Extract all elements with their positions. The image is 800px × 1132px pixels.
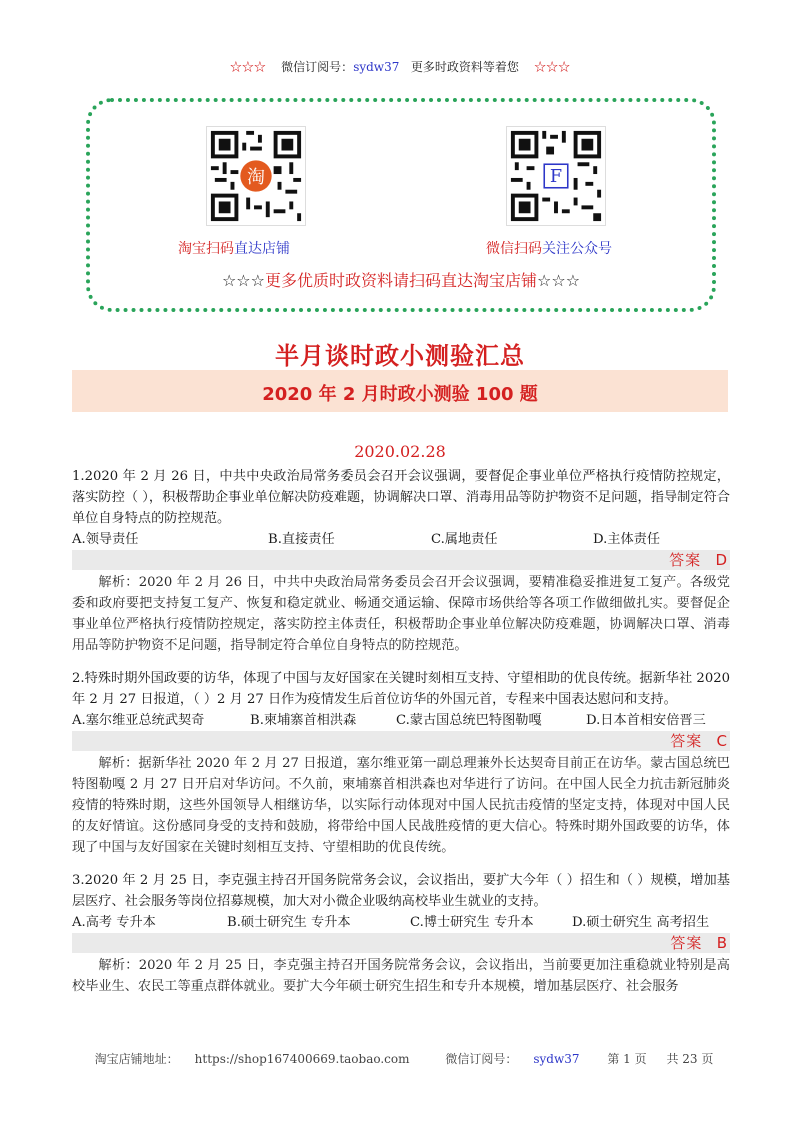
option-b: B.柬埔寨首相洪森	[250, 713, 357, 728]
page-total: 共 23 页	[666, 1052, 714, 1066]
answer-label: 答案	[670, 934, 703, 952]
option-c: C.属地责任	[431, 532, 498, 547]
header-account[interactable]: sydw37	[353, 60, 400, 74]
wechat-caption: 微信扫码关注公众号	[486, 241, 612, 257]
answer-value: C	[716, 732, 728, 750]
option-d: D.硕士研究生 高考招生	[572, 915, 710, 930]
option-a: A.领导责任	[72, 532, 139, 547]
question-item	[72, 668, 730, 858]
analysis-text: 解析：据新华社 2020 年 2 月 27 日报道，塞尔维亚第一副总理兼外长达契奇目前正在访华。蒙古国总统巴特图勒嘎 2 月 27 日开启对华访问。不久前，柬埔寨首相洪森也对华进行了访问。在中国人民全力抗击新冠肺炎疫情的特殊时期，这些外国领导人相继访华，以实际行动体现对中国人民抗击疫情的坚定支持，体现对中国人民的友好情谊。这份感同身受的支持和鼓励，将带给中国人民战胜疫情的更大信心。特殊时期外国政要的访华，体现了中国与友好国家在关键时刻相互支持、守望相助的优良传统。	[72, 756, 730, 855]
question-list	[72, 466, 730, 997]
answer-value: B	[716, 934, 728, 952]
qr-promo-box	[86, 98, 716, 312]
answer-value: D	[715, 551, 728, 569]
shop-label: 淘宝店铺地址：	[94, 1052, 179, 1066]
page-footer	[0, 1050, 800, 1067]
option-row	[72, 529, 730, 550]
answer-bar	[72, 550, 730, 570]
answer-bar	[72, 731, 730, 751]
taobao-qr-code[interactable]	[206, 126, 306, 226]
answer-label: 答案	[669, 551, 702, 569]
header-tail: 更多时政资料等着您	[410, 60, 519, 74]
option-a: A.塞尔维亚总统武契奇	[72, 713, 205, 728]
option-d: D.日本首相安倍晋三	[586, 713, 706, 728]
question-item	[72, 466, 730, 656]
page-number: 第 1 页	[607, 1052, 647, 1066]
question-stem: 3.2020 年 2 月 25 日，李克强主持召开国务院常务会议，会议指出，要扩大今年（ ）招生和（ ）规模，增加基层医疗、社会服务等岗位招募规模，加大对小微企业吸纳高校毕业生就业的支持。	[72, 873, 730, 909]
analysis-text: 解析：2020 年 2 月 25 日，李克强主持召开国务院常务会议，会议指出，当前要更加注重稳就业特别是高校毕业生、农民工等重点群体就业。要扩大今年硕士研究生招生和专升本规模，增加基层医疗、社会服务	[72, 958, 730, 994]
option-b: B.直接责任	[268, 532, 335, 547]
page-title: 半月谈时政小测验汇总	[275, 342, 525, 370]
option-c: C.博士研究生 专升本	[410, 915, 534, 930]
qr-code-icon	[507, 127, 605, 225]
answer-label: 答案	[670, 732, 703, 750]
svg-text:F: F	[549, 166, 563, 187]
date-label: 2020.02.28	[354, 442, 446, 461]
star-icons-left: ☆☆☆	[221, 271, 265, 290]
option-row	[72, 710, 730, 731]
promo-banner	[90, 268, 712, 291]
option-d: D.主体责任	[593, 532, 661, 547]
option-c: C.蒙古国总统巴特图勒嘎	[396, 713, 542, 728]
header-line	[0, 58, 800, 75]
star-icons-right: ☆☆☆	[534, 60, 571, 74]
star-icons-right: ☆☆☆	[537, 271, 581, 290]
wechat-qr-code[interactable]	[506, 126, 606, 226]
star-icons-left: ☆☆☆	[229, 60, 266, 74]
svg-text:淘: 淘	[246, 167, 266, 189]
wechat-label: 微信订阅号：	[445, 1052, 518, 1066]
header-text: 微信订阅号：	[281, 60, 354, 74]
question-stem: 1.2020 年 2 月 26 日，中共中央政治局常务委员会召开会议强调，要督促企事业单位严格执行疫情防控规定，落实防控（ ），积极帮助企事业单位解决防疫难题，协调解决口罩、消毒用品等防护物资不足问题，指导制定符合单位自身特点的防控规范。	[72, 469, 730, 526]
page-subtitle: 2020 年 2 月时政小测验 100 题	[262, 384, 538, 405]
promo-banner-text: 更多优质时政资料请扫码直达淘宝店铺	[264, 271, 537, 290]
question-item	[72, 870, 730, 997]
analysis-text: 解析：2020 年 2 月 26 日，中共中央政治局常务委员会召开会议强调，要精准稳妥推进复工复产。各级党委和政府要把支持复工复产、恢复和稳定就业、畅通交通运输、保障市场供给等各项工作做细做扎实。要督促企事业单位严格执行疫情防控规定，落实防控主体责任，积极帮助企事业单位解决防疫难题，协调解决口罩、消毒用品等防护物资不足问题，指导制定符合单位自身特点的防控规范。	[72, 575, 730, 653]
answer-bar	[72, 933, 730, 953]
option-a: A.高考 专升本	[72, 915, 156, 930]
taobao-caption: 淘宝扫码直达店铺	[178, 241, 290, 257]
question-stem: 2.特殊时期外国政要的访华，体现了中国与友好国家在关键时刻相互支持、守望相助的优良传统。据新华社 2020 年 2 月 27 日报道，（ ）2 月 27 日作为疫情发生后首位访华的外国元首，专程来中国表达慰问和支持。	[72, 671, 730, 707]
option-b: B.硕士研究生 专升本	[227, 915, 351, 930]
wechat-account[interactable]: sydw37	[533, 1052, 580, 1066]
qr-code-icon	[207, 127, 305, 225]
shop-link[interactable]: https://shop167400669.taobao.com	[194, 1052, 410, 1066]
option-row	[72, 912, 730, 933]
